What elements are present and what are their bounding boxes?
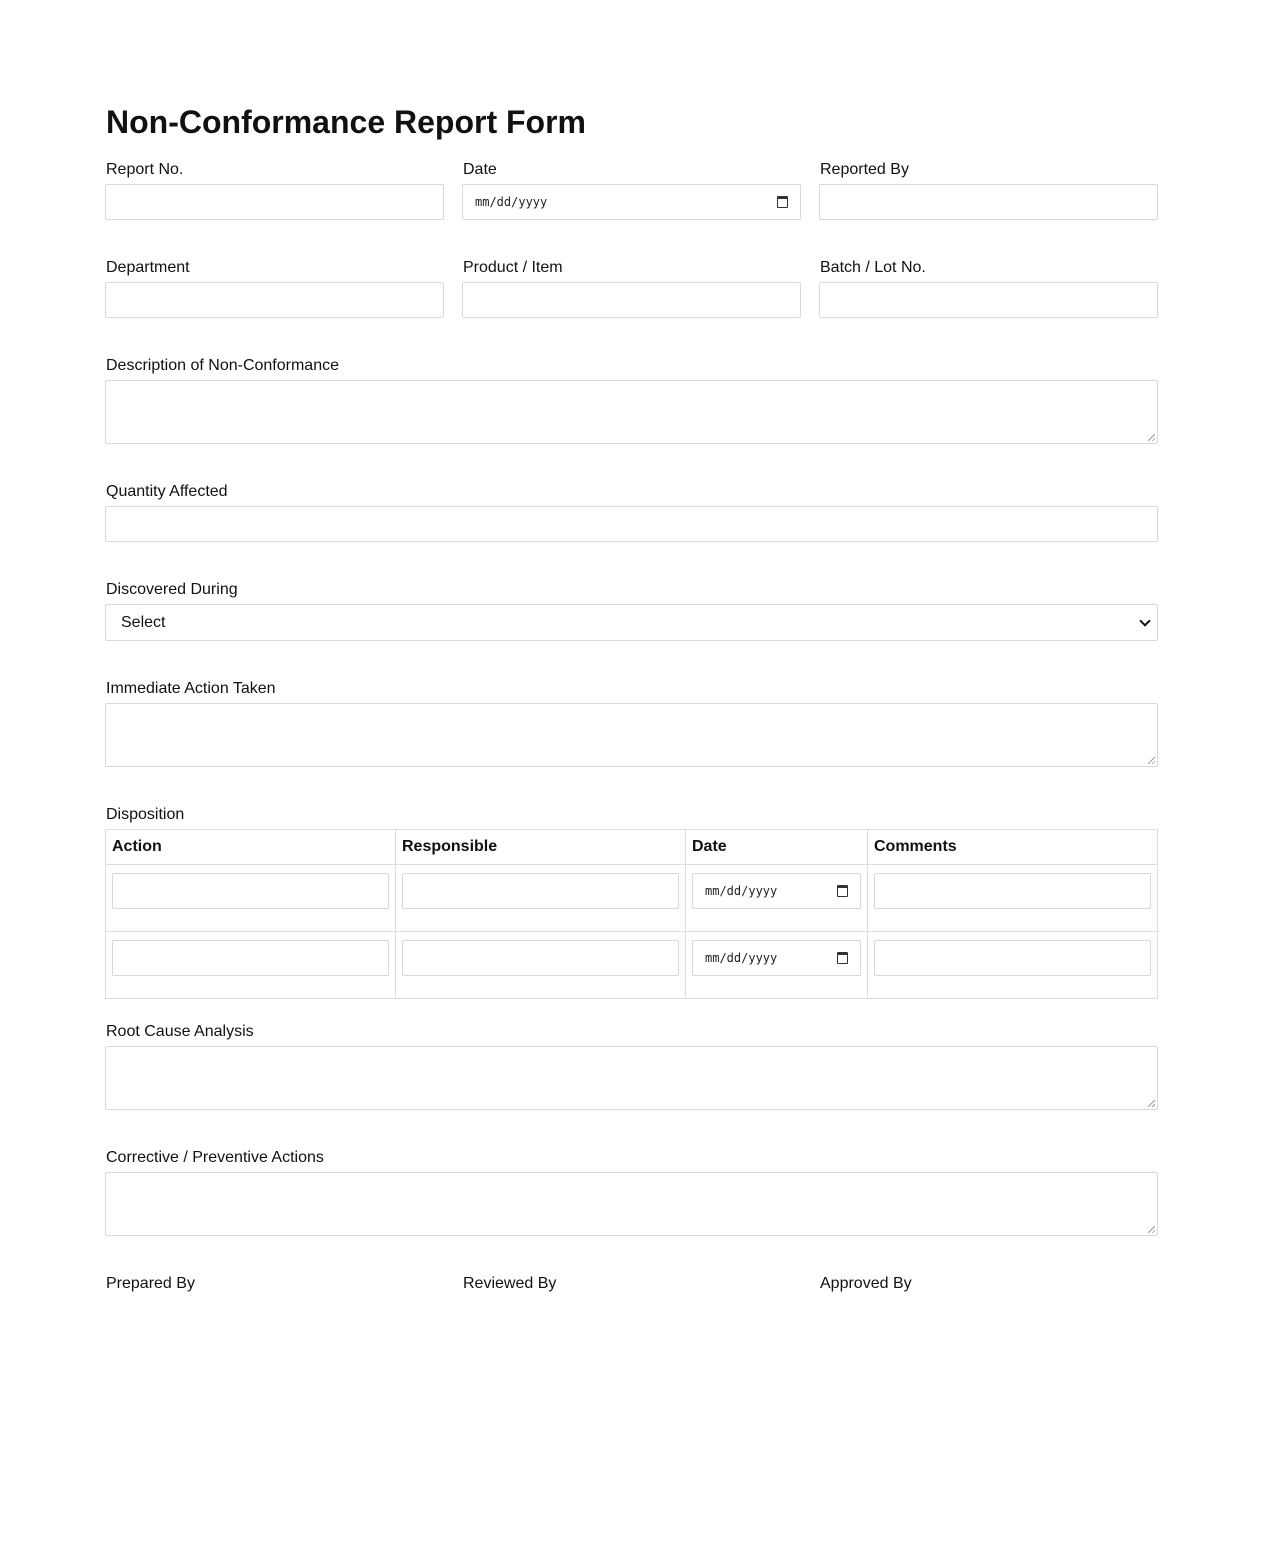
action-input[interactable] — [112, 940, 389, 976]
discovered-select[interactable] — [105, 604, 1158, 641]
report-no-input[interactable] — [105, 184, 444, 220]
discovered-select-value: Select — [121, 613, 166, 631]
description-textarea[interactable] — [105, 380, 1158, 444]
root-cause-textarea[interactable] — [105, 1046, 1158, 1110]
date-placeholder: mm/dd/yyyy — [475, 195, 548, 209]
description-label: Description of Non-Conformance — [106, 357, 339, 374]
page-title: Non-Conformance Report Form — [106, 104, 586, 140]
batch-label: Batch / Lot No. — [820, 259, 926, 276]
header-action: Action — [106, 830, 396, 865]
quantity-input[interactable] — [105, 506, 1158, 542]
department-input[interactable] — [105, 282, 444, 318]
reviewed-by-label: Reviewed By — [463, 1275, 557, 1292]
department-label: Department — [106, 259, 190, 276]
date-placeholder: mm/dd/yyyy — [705, 951, 778, 965]
row-date-input[interactable] — [692, 940, 861, 976]
corrective-textarea[interactable] — [105, 1172, 1158, 1236]
date-input[interactable] — [462, 184, 801, 220]
action-input[interactable] — [112, 873, 389, 909]
header-responsible: Responsible — [396, 830, 686, 865]
resize-handle-icon[interactable] — [1148, 1226, 1155, 1233]
batch-input[interactable] — [819, 282, 1158, 318]
calendar-icon[interactable] — [837, 952, 848, 964]
row-date-input[interactable] — [692, 873, 861, 909]
header-date: Date — [686, 830, 868, 865]
table-row — [106, 932, 1158, 999]
comments-input[interactable] — [874, 940, 1151, 976]
calendar-icon[interactable] — [777, 196, 788, 208]
header-comments: Comments — [868, 830, 1158, 865]
corrective-label: Corrective / Preventive Actions — [106, 1149, 324, 1166]
signatures — [105, 1274, 1158, 1294]
disposition-table — [105, 829, 1158, 999]
immediate-action-label: Immediate Action Taken — [106, 680, 276, 697]
product-label: Product / Item — [463, 259, 563, 276]
nc-report-form — [105, 100, 1158, 1294]
calendar-icon[interactable] — [837, 885, 848, 897]
approved-by-label: Approved By — [820, 1275, 912, 1292]
disposition-label: Disposition — [106, 806, 185, 823]
reported-by-label: Reported By — [820, 161, 909, 178]
resize-handle-icon[interactable] — [1148, 757, 1155, 764]
date-label: Date — [463, 161, 497, 178]
quantity-label: Quantity Affected — [106, 483, 228, 500]
prepared-by-label: Prepared By — [106, 1275, 195, 1292]
report-no-label: Report No. — [106, 161, 184, 178]
reported-by-input[interactable] — [819, 184, 1158, 220]
product-input[interactable] — [462, 282, 801, 318]
root-cause-label: Root Cause Analysis — [106, 1023, 254, 1040]
resize-handle-icon[interactable] — [1148, 1100, 1155, 1107]
date-placeholder: mm/dd/yyyy — [705, 884, 778, 898]
chevron-down-icon — [1139, 615, 1150, 626]
discovered-label: Discovered During — [106, 581, 238, 598]
responsible-input[interactable] — [402, 873, 679, 909]
responsible-input[interactable] — [402, 940, 679, 976]
table-row — [106, 865, 1158, 932]
immediate-action-textarea[interactable] — [105, 703, 1158, 767]
resize-handle-icon[interactable] — [1148, 434, 1155, 441]
comments-input[interactable] — [874, 873, 1151, 909]
